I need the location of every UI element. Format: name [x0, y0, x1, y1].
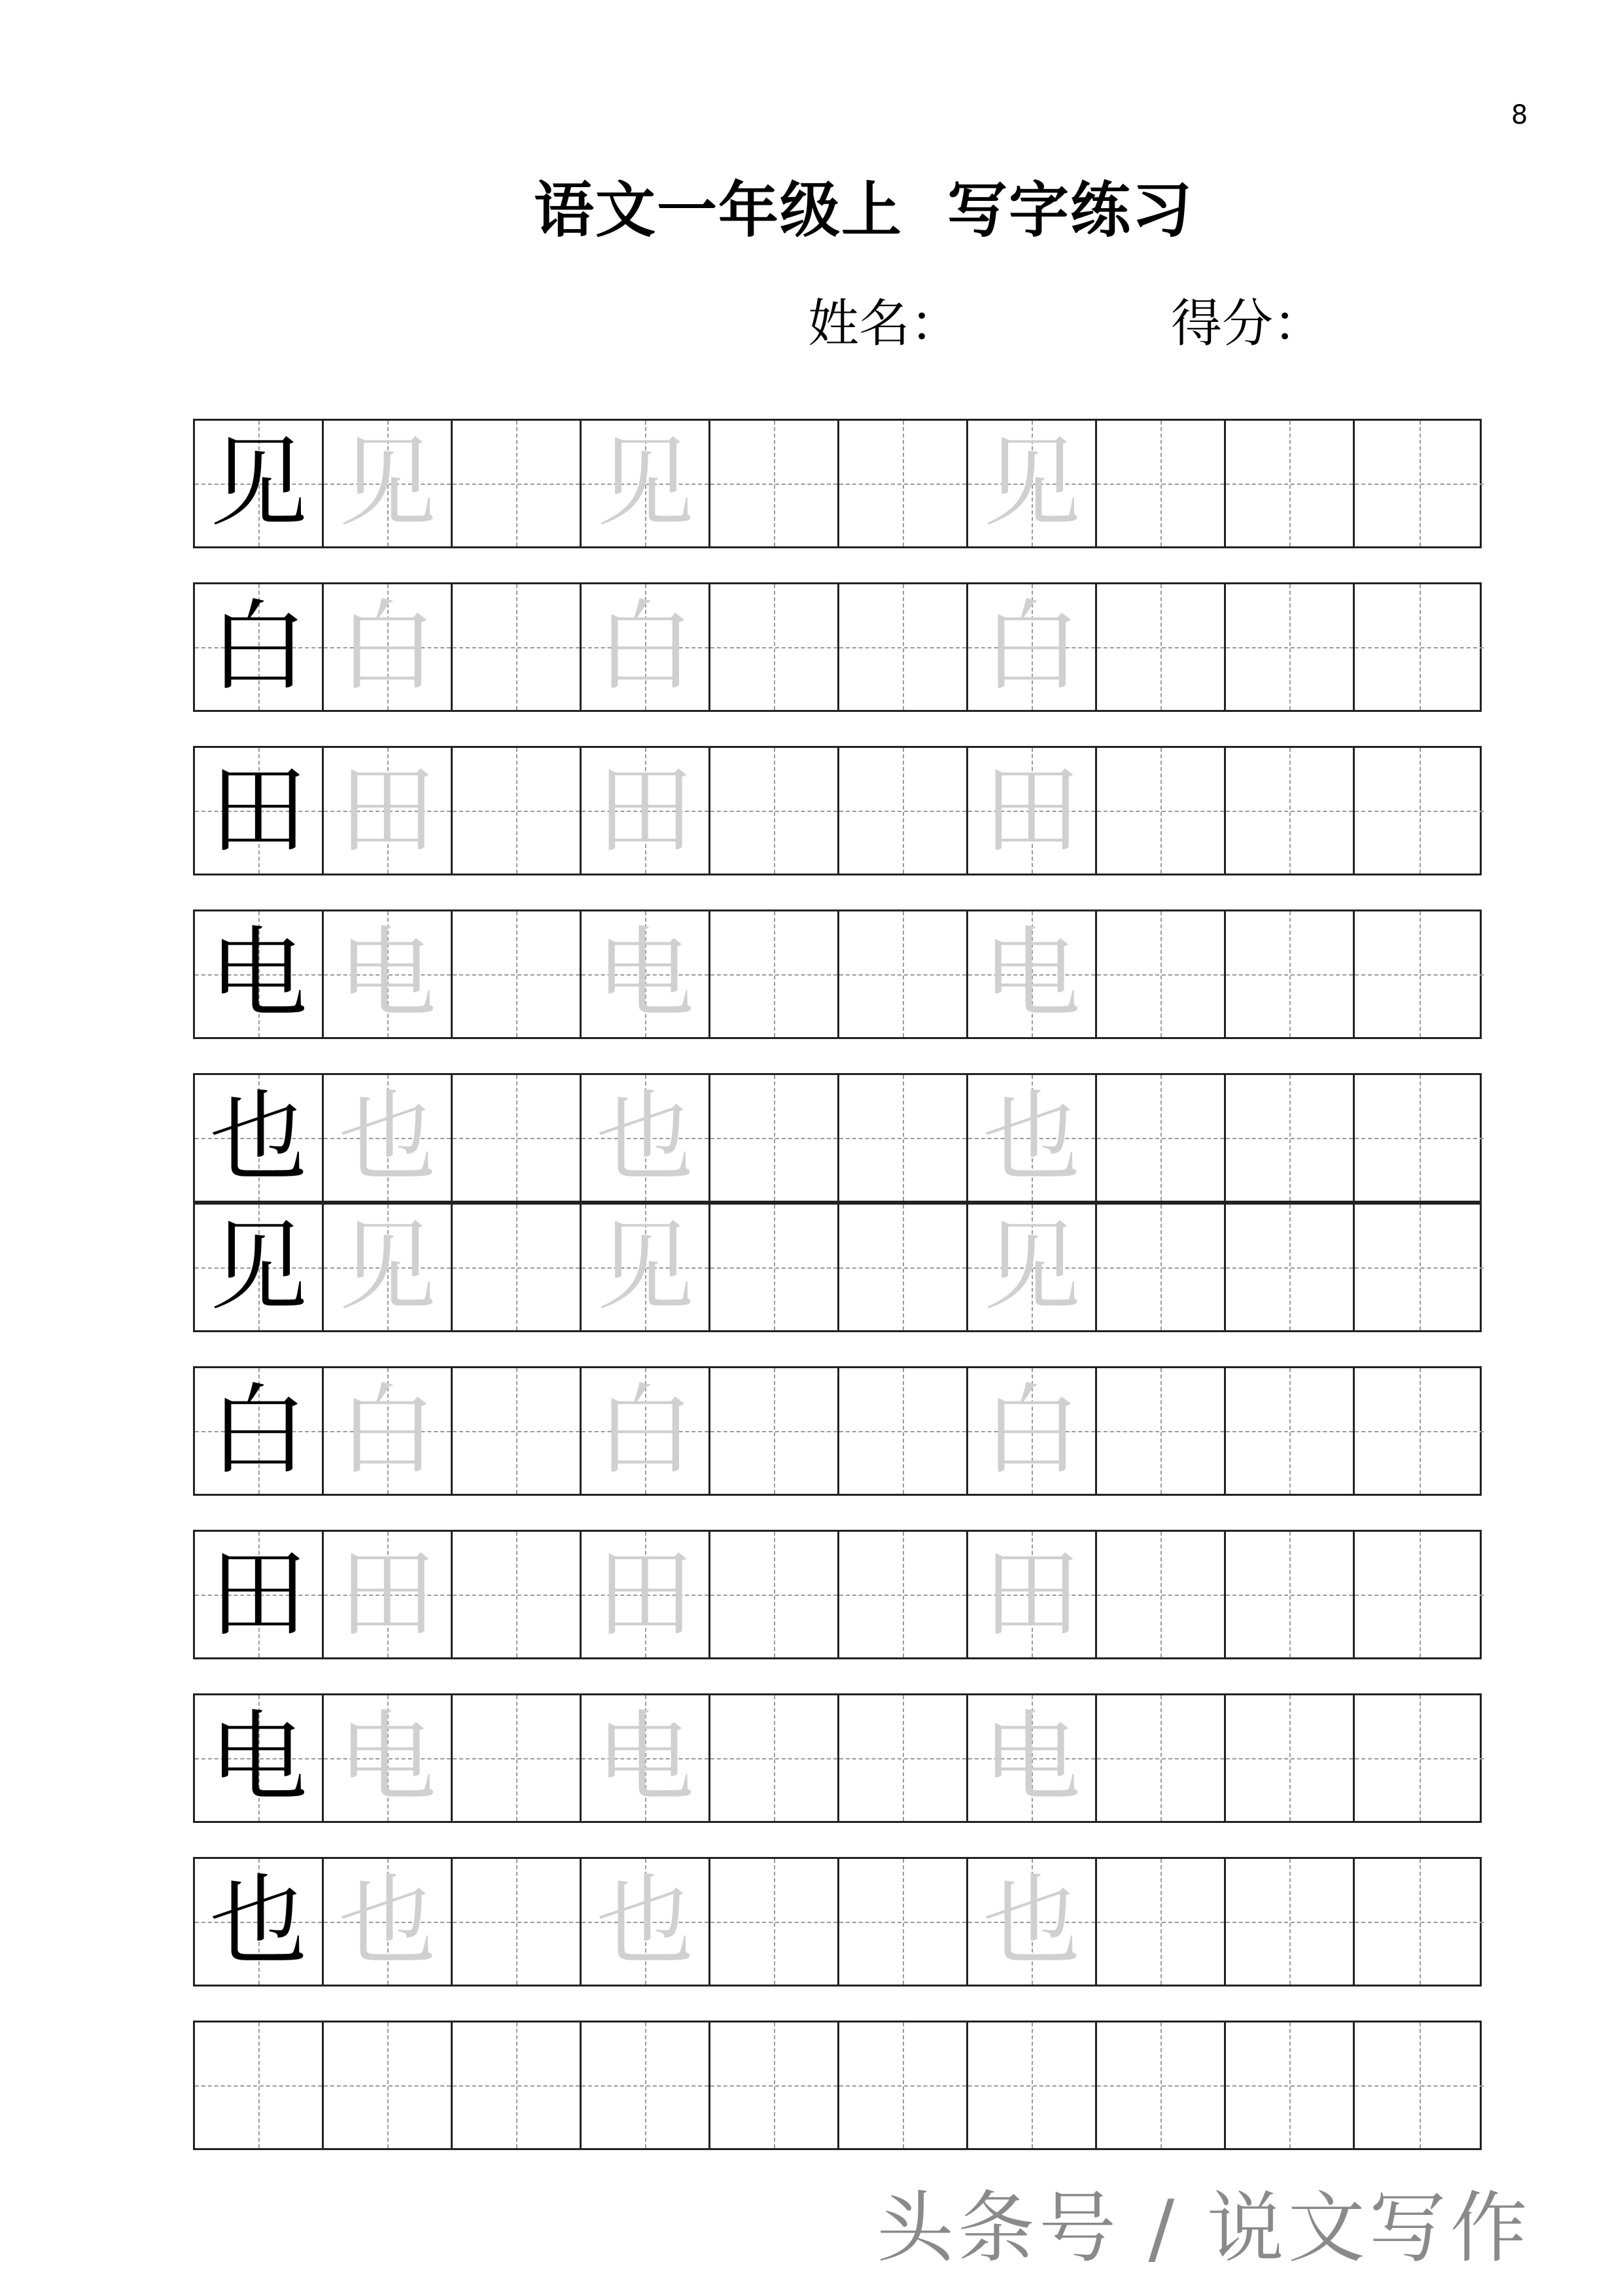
trace-character: 田 — [595, 1538, 694, 1651]
writing-cell[interactable] — [839, 748, 968, 874]
writing-cell[interactable] — [968, 911, 1097, 1037]
horizontal-guide-line — [968, 2085, 1095, 2087]
horizontal-guide-line — [839, 647, 966, 648]
grid-row — [193, 910, 1482, 1039]
trace-character: 见 — [595, 1210, 694, 1324]
writing-cell[interactable] — [839, 1075, 968, 1201]
grid-row — [193, 419, 1482, 548]
horizontal-guide-line — [453, 1922, 580, 1923]
writing-cell[interactable] — [453, 584, 582, 710]
writing-cell[interactable] — [195, 1075, 324, 1201]
writing-cell[interactable] — [582, 1205, 710, 1330]
writing-cell[interactable] — [324, 584, 453, 710]
horizontal-guide-line — [1097, 1431, 1224, 1432]
writing-cell[interactable] — [968, 1205, 1097, 1330]
writing-cell[interactable] — [710, 2022, 839, 2148]
writing-cell[interactable] — [453, 1075, 582, 1201]
writing-cell[interactable] — [195, 421, 324, 546]
horizontal-guide-line — [1355, 974, 1484, 976]
writing-cell[interactable] — [582, 1368, 710, 1494]
writing-cell[interactable] — [453, 2022, 582, 2148]
writing-cell[interactable] — [968, 1532, 1097, 1657]
horizontal-guide-line — [839, 1595, 966, 1596]
model-character: 电 — [209, 1701, 307, 1815]
horizontal-guide-line — [324, 2085, 451, 2087]
writing-cell[interactable] — [1226, 1859, 1355, 1985]
horizontal-guide-line — [453, 2085, 580, 2087]
writing-cell[interactable] — [710, 1532, 839, 1657]
trace-character: 电 — [982, 1701, 1081, 1815]
horizontal-guide-line — [1097, 811, 1224, 812]
model-character: 白 — [209, 1374, 307, 1488]
grid-row — [193, 1857, 1482, 1987]
horizontal-guide-line — [453, 811, 580, 812]
writing-cell[interactable] — [453, 1859, 582, 1985]
writing-cell[interactable] — [582, 911, 710, 1037]
horizontal-guide-line — [1097, 1758, 1224, 1759]
horizontal-guide-line — [710, 1138, 837, 1139]
writing-cell[interactable] — [324, 748, 453, 874]
horizontal-guide-line — [710, 1595, 837, 1596]
horizontal-guide-line — [1226, 811, 1353, 812]
writing-cell[interactable] — [839, 911, 968, 1037]
writing-cell[interactable] — [710, 1859, 839, 1985]
worksheet-title: 语文一年级上 写字练习 — [533, 175, 1194, 245]
writing-cell[interactable] — [582, 1075, 710, 1201]
grid-row — [193, 1073, 1482, 1203]
writing-cell[interactable] — [1355, 1859, 1484, 1985]
writing-cell[interactable] — [324, 1859, 453, 1985]
horizontal-guide-line — [839, 484, 966, 485]
grid-row — [193, 746, 1482, 875]
trace-character: 也 — [338, 1081, 436, 1195]
horizontal-guide-line — [453, 1595, 580, 1596]
horizontal-guide-line — [710, 1267, 837, 1269]
writing-cell[interactable] — [710, 1205, 839, 1330]
horizontal-guide-line — [710, 647, 837, 648]
writing-cell[interactable] — [1355, 584, 1484, 710]
horizontal-guide-line — [1355, 647, 1484, 648]
writing-cell[interactable] — [968, 1859, 1097, 1985]
horizontal-guide-line — [710, 811, 837, 812]
horizontal-guide-line — [453, 1138, 580, 1139]
writing-cell[interactable] — [710, 584, 839, 710]
trace-character: 电 — [338, 1701, 436, 1815]
writing-cell[interactable] — [1097, 2022, 1226, 2148]
horizontal-guide-line — [1097, 1595, 1224, 1596]
horizontal-guide-line — [1226, 1267, 1353, 1269]
horizontal-guide-line — [195, 2085, 322, 2087]
writing-cell[interactable] — [582, 2022, 710, 2148]
writing-cell[interactable] — [1097, 1859, 1226, 1985]
horizontal-guide-line — [1097, 1138, 1224, 1139]
trace-character: 电 — [982, 917, 1081, 1031]
writing-cell[interactable] — [582, 1859, 710, 1985]
grid-row — [193, 1530, 1482, 1659]
name-label: 姓名： — [808, 294, 962, 353]
writing-cell[interactable] — [453, 1695, 582, 1821]
writing-cell[interactable] — [582, 421, 710, 546]
writing-cell[interactable] — [324, 1695, 453, 1821]
horizontal-guide-line — [1226, 1595, 1353, 1596]
writing-cell[interactable] — [453, 911, 582, 1037]
score-label: 得分： — [1171, 294, 1325, 353]
writing-cell[interactable] — [195, 2022, 324, 2148]
horizontal-guide-line — [1355, 1138, 1484, 1139]
trace-character: 白 — [338, 1374, 436, 1488]
writing-cell[interactable] — [1355, 1695, 1484, 1821]
grid-row — [193, 1693, 1482, 1823]
horizontal-guide-line — [1355, 2085, 1484, 2087]
horizontal-guide-line — [1226, 1922, 1353, 1923]
horizontal-guide-line — [1355, 484, 1484, 485]
writing-cell[interactable] — [582, 584, 710, 710]
trace-character: 也 — [595, 1865, 694, 1979]
trace-character: 白 — [338, 590, 436, 704]
model-character: 田 — [209, 754, 307, 868]
model-character: 白 — [209, 590, 307, 704]
horizontal-guide-line — [453, 647, 580, 648]
horizontal-guide-line — [453, 1431, 580, 1432]
writing-cell[interactable] — [195, 911, 324, 1037]
horizontal-guide-line — [1097, 484, 1224, 485]
writing-cell[interactable] — [839, 1695, 968, 1821]
horizontal-guide-line — [710, 2085, 837, 2087]
horizontal-guide-line — [1355, 811, 1484, 812]
writing-cell[interactable] — [1226, 748, 1355, 874]
horizontal-guide-line — [710, 974, 837, 976]
model-character: 见 — [209, 427, 307, 540]
grid-row — [193, 582, 1482, 712]
writing-cell[interactable] — [1097, 1695, 1226, 1821]
writing-cell[interactable] — [839, 421, 968, 546]
horizontal-guide-line — [1097, 1922, 1224, 1923]
horizontal-guide-line — [453, 1758, 580, 1759]
writing-cell[interactable] — [453, 748, 582, 874]
writing-cell[interactable] — [453, 1532, 582, 1657]
writing-cell[interactable] — [710, 1695, 839, 1821]
horizontal-guide-line — [1355, 1431, 1484, 1432]
watermark: 头条号 / 说文写作 — [877, 2183, 1531, 2273]
writing-cell[interactable] — [195, 1859, 324, 1985]
horizontal-guide-line — [1355, 1922, 1484, 1923]
model-character: 田 — [209, 1538, 307, 1651]
horizontal-guide-line — [839, 2085, 966, 2087]
writing-cell[interactable] — [1355, 2022, 1484, 2148]
horizontal-guide-line — [710, 484, 837, 485]
writing-cell[interactable] — [1355, 1205, 1484, 1330]
grid-row — [193, 1203, 1482, 1332]
trace-character: 见 — [338, 1210, 436, 1324]
writing-cell[interactable] — [1226, 1075, 1355, 1201]
writing-cell[interactable] — [1226, 1532, 1355, 1657]
trace-character: 也 — [982, 1081, 1081, 1195]
horizontal-guide-line — [839, 1267, 966, 1269]
writing-cell[interactable] — [1355, 911, 1484, 1037]
writing-cell[interactable] — [839, 1368, 968, 1494]
writing-cell[interactable] — [1355, 1075, 1484, 1201]
trace-character: 田 — [982, 1538, 1081, 1651]
horizontal-guide-line — [839, 1758, 966, 1759]
writing-cell[interactable] — [1097, 748, 1226, 874]
horizontal-guide-line — [1355, 1758, 1484, 1759]
writing-cell[interactable] — [1097, 584, 1226, 710]
writing-cell[interactable] — [1097, 1205, 1226, 1330]
writing-cell[interactable] — [710, 1368, 839, 1494]
writing-cell[interactable] — [453, 1368, 582, 1494]
writing-cell[interactable] — [1226, 2022, 1355, 2148]
writing-cell[interactable] — [968, 584, 1097, 710]
horizontal-guide-line — [839, 811, 966, 812]
writing-cell[interactable] — [195, 1205, 324, 1330]
trace-character: 田 — [338, 754, 436, 868]
writing-cell[interactable] — [582, 748, 710, 874]
writing-cell[interactable] — [839, 2022, 968, 2148]
trace-character: 白 — [982, 1374, 1081, 1488]
horizontal-guide-line — [839, 1922, 966, 1923]
trace-character: 田 — [595, 754, 694, 868]
writing-cell[interactable] — [710, 1075, 839, 1201]
writing-cell[interactable] — [1355, 1368, 1484, 1494]
writing-cell[interactable] — [324, 2022, 453, 2148]
writing-cell[interactable] — [195, 1368, 324, 1494]
horizontal-guide-line — [1226, 1758, 1353, 1759]
trace-character: 电 — [595, 917, 694, 1031]
trace-character: 见 — [595, 427, 694, 540]
writing-cell[interactable] — [1226, 1368, 1355, 1494]
horizontal-guide-line — [839, 974, 966, 976]
trace-character: 白 — [982, 590, 1081, 704]
writing-cell[interactable] — [839, 1532, 968, 1657]
writing-cell[interactable] — [582, 1532, 710, 1657]
horizontal-guide-line — [1226, 647, 1353, 648]
horizontal-guide-line — [710, 1431, 837, 1432]
writing-cell[interactable] — [582, 1695, 710, 1821]
writing-cell[interactable] — [710, 911, 839, 1037]
trace-character: 见 — [338, 427, 436, 540]
writing-cell[interactable] — [1226, 911, 1355, 1037]
page-number: 8 — [1511, 100, 1528, 130]
writing-cell[interactable] — [1097, 1368, 1226, 1494]
writing-cell[interactable] — [1355, 748, 1484, 874]
trace-character: 也 — [338, 1865, 436, 1979]
writing-cell[interactable] — [1226, 1695, 1355, 1821]
writing-cell[interactable] — [324, 1075, 453, 1201]
trace-character: 电 — [595, 1701, 694, 1815]
grid-row — [193, 2021, 1482, 2150]
writing-cell[interactable] — [1226, 584, 1355, 710]
writing-cell[interactable] — [968, 2022, 1097, 2148]
writing-cell[interactable] — [1097, 911, 1226, 1037]
writing-cell[interactable] — [324, 1532, 453, 1657]
writing-cell[interactable] — [839, 1205, 968, 1330]
writing-cell[interactable] — [195, 584, 324, 710]
horizontal-guide-line — [1226, 974, 1353, 976]
writing-cell[interactable] — [1097, 1532, 1226, 1657]
horizontal-guide-line — [710, 1758, 837, 1759]
horizontal-guide-line — [1097, 647, 1224, 648]
trace-character: 也 — [982, 1865, 1081, 1979]
horizontal-guide-line — [453, 1267, 580, 1269]
writing-cell[interactable] — [195, 748, 324, 874]
horizontal-guide-line — [1226, 484, 1353, 485]
horizontal-guide-line — [1226, 1138, 1353, 1139]
trace-character: 见 — [982, 1210, 1081, 1324]
writing-cell[interactable] — [195, 1532, 324, 1657]
writing-cell[interactable] — [710, 421, 839, 546]
trace-character: 白 — [595, 1374, 694, 1488]
writing-cell[interactable] — [453, 1205, 582, 1330]
writing-cell[interactable] — [968, 421, 1097, 546]
model-character: 也 — [209, 1865, 307, 1979]
horizontal-guide-line — [839, 1138, 966, 1139]
horizontal-guide-line — [839, 1431, 966, 1432]
writing-cell[interactable] — [839, 1859, 968, 1985]
writing-cell[interactable] — [1355, 1532, 1484, 1657]
writing-cell[interactable] — [1097, 421, 1226, 546]
writing-cell[interactable] — [968, 1075, 1097, 1201]
horizontal-guide-line — [710, 1922, 837, 1923]
horizontal-guide-line — [453, 974, 580, 976]
trace-character: 白 — [595, 590, 694, 704]
trace-character: 田 — [338, 1538, 436, 1651]
grid-row — [193, 1366, 1482, 1496]
writing-cell[interactable] — [324, 1205, 453, 1330]
model-character: 见 — [209, 1210, 307, 1324]
writing-cell[interactable] — [968, 1368, 1097, 1494]
model-character: 也 — [209, 1081, 307, 1195]
horizontal-guide-line — [1355, 1267, 1484, 1269]
writing-cell[interactable] — [968, 1695, 1097, 1821]
writing-cell[interactable] — [453, 421, 582, 546]
horizontal-guide-line — [1226, 2085, 1353, 2087]
horizontal-guide-line — [582, 2085, 708, 2087]
model-character: 电 — [209, 917, 307, 1031]
writing-cell[interactable] — [1226, 421, 1355, 546]
writing-cell[interactable] — [710, 748, 839, 874]
horizontal-guide-line — [453, 484, 580, 485]
trace-character: 田 — [982, 754, 1081, 868]
writing-cell[interactable] — [1355, 421, 1484, 546]
writing-cell[interactable] — [968, 748, 1097, 874]
horizontal-guide-line — [1097, 974, 1224, 976]
horizontal-guide-line — [1097, 2085, 1224, 2087]
writing-cell[interactable] — [324, 911, 453, 1037]
writing-cell[interactable] — [1226, 1205, 1355, 1330]
writing-cell[interactable] — [324, 421, 453, 546]
writing-cell[interactable] — [195, 1695, 324, 1821]
trace-character: 也 — [595, 1081, 694, 1195]
trace-character: 见 — [982, 427, 1081, 540]
trace-character: 电 — [338, 917, 436, 1031]
writing-cell[interactable] — [324, 1368, 453, 1494]
writing-cell[interactable] — [1097, 1075, 1226, 1201]
horizontal-guide-line — [1226, 1431, 1353, 1432]
horizontal-guide-line — [1355, 1595, 1484, 1596]
writing-cell[interactable] — [839, 584, 968, 710]
horizontal-guide-line — [1097, 1267, 1224, 1269]
